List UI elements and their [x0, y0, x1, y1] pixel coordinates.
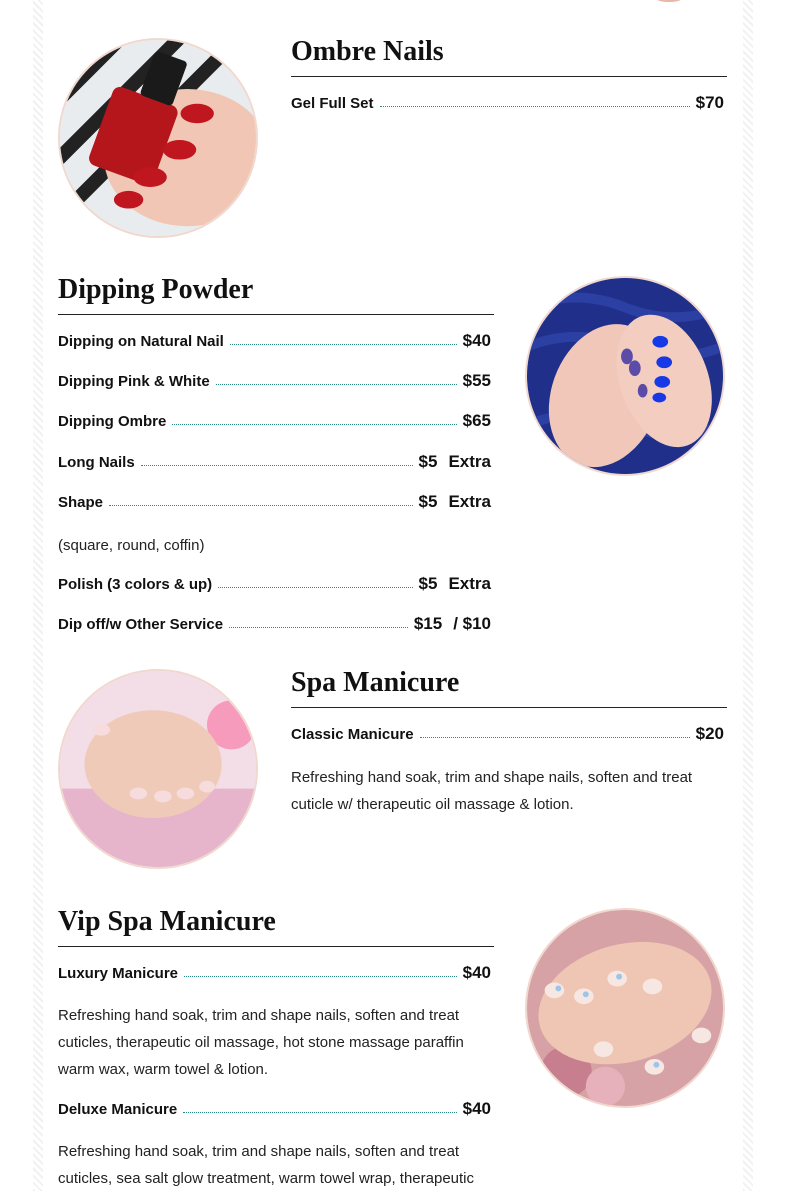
item-name: Dipping Pink & White — [58, 372, 210, 390]
item-name: Polish (3 colors & up) — [58, 575, 213, 593]
classic-description: Refreshing hand soak, trim and shape nails, soften and treat cuticle w/ therapeutic oil massage & lotion. — [291, 769, 693, 813]
ombre-photo — [58, 38, 258, 238]
dot-leader — [229, 627, 408, 628]
dipping-title: Dipping Powder — [58, 276, 494, 315]
dot-leader — [172, 424, 456, 425]
item-extra: Extra — [448, 574, 491, 593]
menu-item — [58, 451, 494, 473]
menu-item — [58, 491, 494, 513]
item-price: $15 — [413, 614, 443, 633]
dipping-section — [58, 276, 494, 646]
item-price: $65 — [462, 411, 491, 430]
menu-item — [58, 370, 494, 392]
item-price: $40 — [462, 963, 491, 982]
menu-item — [58, 330, 494, 352]
menu-sheet — [43, 0, 743, 1191]
vip-section — [58, 908, 494, 1191]
dot-leader — [109, 505, 413, 506]
item-extra: / $10 — [453, 614, 491, 633]
item-name: Classic Manicure — [291, 725, 414, 743]
spa-section — [291, 669, 727, 829]
ombre-title: Ombre Nails — [291, 38, 727, 77]
ombre-section — [291, 38, 727, 128]
item-name: Deluxe Manicure — [58, 1100, 178, 1118]
vip-title: Vip Spa Manicure — [58, 908, 494, 947]
deluxe-description: Refreshing hand soak, trim and shape nails, soften and treat cuticles, sea salt glow treatment, warm towel wrap, therapeutic — [58, 1143, 475, 1187]
luxury-description: Refreshing hand soak, trim and shape nails, soften and treat cuticles, therapeutic oil massage, hot stone massage paraffin warm wax, warm towel & lotion. — [58, 1007, 464, 1078]
dipping-photo — [525, 276, 725, 476]
shape-note: (square, round, coffin) — [58, 537, 205, 554]
page-pattern-right — [743, 0, 753, 1191]
item-price: $5 — [418, 452, 438, 471]
item-name: Gel Full Set — [291, 94, 374, 112]
vip-photo — [525, 908, 725, 1108]
item-name: Long Nails — [58, 453, 135, 471]
item-name: Luxury Manicure — [58, 964, 179, 982]
spa-title: Spa Manicure — [291, 669, 727, 708]
menu-item — [58, 1098, 494, 1120]
blue-nails-hands-photo — [527, 278, 723, 474]
spa-photo — [58, 669, 258, 869]
item-name: Dipping on Natural Nail — [58, 332, 224, 350]
item-name: Shape — [58, 493, 104, 511]
item-price: $5 — [418, 492, 438, 511]
page-pattern-left — [33, 0, 43, 1191]
item-price: $40 — [462, 1099, 491, 1118]
item-name: Dipping Ombre — [58, 412, 167, 430]
menu-item — [58, 613, 494, 635]
dot-leader — [230, 344, 457, 345]
item-price: $20 — [695, 724, 724, 743]
menu-item — [58, 573, 494, 595]
item-price: $40 — [462, 331, 491, 350]
dot-leader — [420, 737, 690, 738]
item-name: Dip off/w Other Service — [58, 615, 224, 633]
item-extra: Extra — [448, 452, 491, 471]
menu-item — [291, 723, 727, 745]
menu-item — [58, 962, 494, 984]
pink-manicure-hands-photo — [60, 671, 256, 867]
dot-leader — [184, 976, 457, 977]
french-tip-crystal-nails-photo — [527, 910, 723, 1106]
item-price: $70 — [695, 93, 724, 112]
dot-leader — [183, 1112, 456, 1113]
previous-photo-edge — [646, 0, 692, 2]
dot-leader — [216, 384, 457, 385]
item-price: $5 — [418, 574, 438, 593]
item-extra: Extra — [448, 492, 491, 511]
red-nail-polish-hand-photo — [60, 40, 256, 236]
dot-leader — [141, 465, 413, 466]
dot-leader — [218, 587, 412, 588]
dot-leader — [380, 106, 690, 107]
menu-item — [291, 92, 727, 114]
menu-item — [58, 410, 494, 432]
item-price: $55 — [462, 371, 491, 390]
